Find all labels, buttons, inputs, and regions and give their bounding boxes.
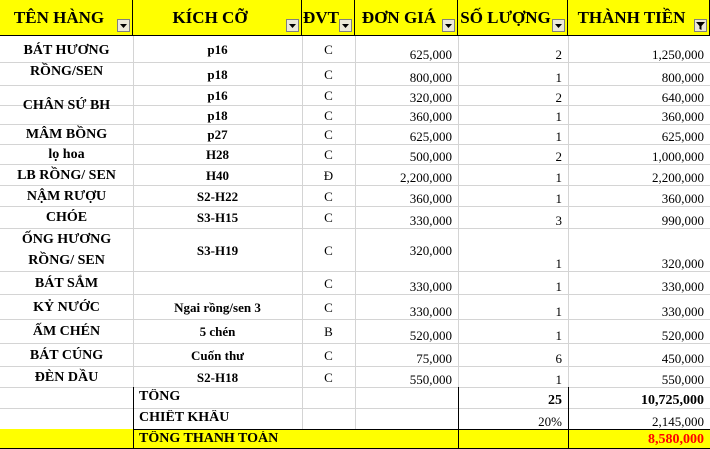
- size-cell: Ngai rồng/sen 3: [174, 299, 261, 315]
- header-so-luong[interactable]: [458, 0, 568, 36]
- total-cell: 550,000: [661, 372, 704, 387]
- filter-active-icon[interactable]: [694, 19, 707, 32]
- price-cell: 75,000: [416, 351, 452, 366]
- qty-cell: 1: [555, 191, 562, 206]
- size-cell: H28: [205, 147, 230, 162]
- qty-cell: 1: [555, 304, 562, 319]
- item-name: BÁT HƯƠNG RỒNG/SEN: [23, 43, 110, 79]
- unit-cell: C: [324, 347, 333, 363]
- total-cell: 1,000,000: [652, 149, 704, 164]
- item-name: NẬM RƯỢU: [26, 188, 107, 204]
- total-cell: 800,000: [661, 70, 704, 85]
- size-cell: p16: [207, 42, 228, 57]
- item-name: BÁT SẮM: [34, 275, 99, 291]
- item-name: ẤM CHÉN: [32, 324, 101, 339]
- total-cell: 625,000: [661, 129, 704, 144]
- qty-cell: 1: [555, 328, 562, 343]
- unit-cell: C: [324, 107, 333, 123]
- qty-cell: 2: [555, 149, 562, 164]
- price-cell: 330,000: [409, 279, 452, 294]
- unit-cell: C: [324, 42, 333, 57]
- size-cell: p18: [207, 66, 228, 82]
- header-label: TÊN HÀNG: [13, 8, 105, 27]
- price-cell: 330,000: [409, 213, 452, 228]
- item-name: CHÓE: [45, 210, 88, 225]
- qty-cell: 2: [555, 47, 562, 62]
- header-label: ĐƠN GIÁ: [361, 8, 437, 27]
- qty-cell: 1: [555, 109, 562, 124]
- header-thanh-tien[interactable]: [568, 0, 710, 36]
- price-cell: 360,000: [409, 109, 452, 124]
- size-cell: p27: [207, 127, 228, 142]
- header-don-gia[interactable]: [355, 0, 458, 36]
- size-cell: S3-H15: [196, 210, 239, 225]
- unit-cell: C: [324, 88, 333, 103]
- size-cell: S2-H22: [196, 188, 239, 204]
- unit-cell: C: [324, 242, 333, 258]
- price-cell: 800,000: [409, 70, 452, 85]
- total-cell: 1,250,000: [652, 47, 704, 62]
- filter-dropdown-icon[interactable]: [286, 19, 299, 32]
- price-cell: 625,000: [409, 129, 452, 144]
- border-line: [458, 387, 459, 449]
- total-qty: 25: [548, 393, 562, 408]
- size-cell: H40: [205, 167, 230, 183]
- header-label: KÍCH CỠ: [172, 8, 248, 27]
- border-line: [133, 429, 710, 430]
- grand-total-label: TỔNG THANH TOÁN: [139, 431, 279, 446]
- unit-cell: C: [324, 369, 333, 385]
- price-cell: 520,000: [409, 328, 452, 343]
- unit-cell: C: [324, 188, 333, 204]
- item-name: LB RỒNG/ SEN: [17, 167, 116, 183]
- size-cell: S2-H18: [196, 369, 239, 385]
- size-cell: p18: [207, 107, 228, 123]
- qty-cell: 3: [555, 213, 562, 228]
- total-cell: 320,000: [661, 256, 704, 271]
- price-cell: 330,000: [409, 304, 452, 319]
- filter-dropdown-icon[interactable]: [339, 19, 352, 32]
- discount-percent: 20%: [538, 414, 562, 429]
- border-line: [133, 387, 134, 449]
- header-kich-co[interactable]: [133, 0, 302, 36]
- total-cell: 330,000: [661, 279, 704, 294]
- qty-cell: 1: [555, 129, 562, 144]
- total-cell: 450,000: [661, 351, 704, 366]
- filter-dropdown-icon[interactable]: [442, 19, 455, 32]
- total-label: TỔNG: [139, 389, 181, 404]
- item-name: ĐÈN DẦU: [34, 369, 99, 385]
- qty-cell: 2: [555, 90, 562, 105]
- border-line: [0, 35, 710, 36]
- total-cell: 520,000: [661, 328, 704, 343]
- price-cell: 2,200,000: [400, 170, 452, 185]
- size-cell: p16: [207, 88, 228, 103]
- filter-dropdown-icon[interactable]: [552, 19, 565, 32]
- price-cell: 320,000: [409, 242, 452, 258]
- header-label: THÀNH TIỀN: [577, 8, 686, 27]
- discount-label: CHIẾT KHẤU: [139, 410, 230, 425]
- discount-amount: 2,145,000: [652, 414, 704, 429]
- header-ten-hang[interactable]: [0, 0, 133, 36]
- unit-cell: C: [324, 127, 333, 142]
- total-cell: 360,000: [661, 191, 704, 206]
- size-cell: 5 chén: [199, 324, 236, 339]
- price-cell: 360,000: [409, 191, 452, 206]
- price-cell: 550,000: [409, 372, 452, 387]
- unit-cell: C: [324, 66, 333, 82]
- filter-dropdown-icon[interactable]: [117, 19, 130, 32]
- qty-cell: 1: [555, 372, 562, 387]
- unit-cell: C: [324, 147, 333, 162]
- price-cell: 500,000: [409, 149, 452, 164]
- header-label: ĐVT: [303, 8, 339, 27]
- item-name: MÂM BỒNG: [25, 127, 108, 142]
- size-cell: S3-H19: [196, 242, 239, 258]
- qty-cell: 1: [555, 256, 562, 271]
- header-label: SỐ LƯỢNG: [460, 8, 551, 27]
- price-cell: 625,000: [409, 47, 452, 62]
- grand-total-amount: 8,580,000: [648, 431, 704, 447]
- header-dvt[interactable]: [302, 0, 355, 36]
- qty-cell: 6: [555, 351, 562, 366]
- item-name: BÁT CÚNG: [29, 347, 104, 363]
- qty-cell: 1: [555, 170, 562, 185]
- size-cell: [133, 272, 302, 294]
- price-cell: 320,000: [409, 90, 452, 105]
- unit-cell: C: [324, 275, 333, 291]
- qty-cell: 1: [555, 70, 562, 85]
- unit-cell: B: [324, 324, 333, 339]
- item-name: ỐNG HƯƠNG RỒNG/ SEN: [21, 232, 112, 268]
- total-amount: 10,725,000: [641, 393, 704, 408]
- size-cell: Cuốn thư: [191, 347, 244, 363]
- total-cell: 2,200,000: [652, 170, 704, 185]
- border-line: [568, 387, 569, 449]
- item-name: lọ hoa: [48, 147, 85, 162]
- unit-cell: C: [324, 210, 333, 225]
- total-cell: 360,000: [661, 109, 704, 124]
- unit-cell: C: [324, 299, 333, 315]
- total-cell: 640,000: [661, 90, 704, 105]
- total-cell: 990,000: [661, 213, 704, 228]
- item-name: KỶ NƯỚC: [33, 299, 100, 315]
- item-name: CHÂN SỨ BH: [22, 97, 111, 113]
- unit-cell: Đ: [323, 167, 334, 183]
- qty-cell: 1: [555, 279, 562, 294]
- total-cell: 330,000: [661, 304, 704, 319]
